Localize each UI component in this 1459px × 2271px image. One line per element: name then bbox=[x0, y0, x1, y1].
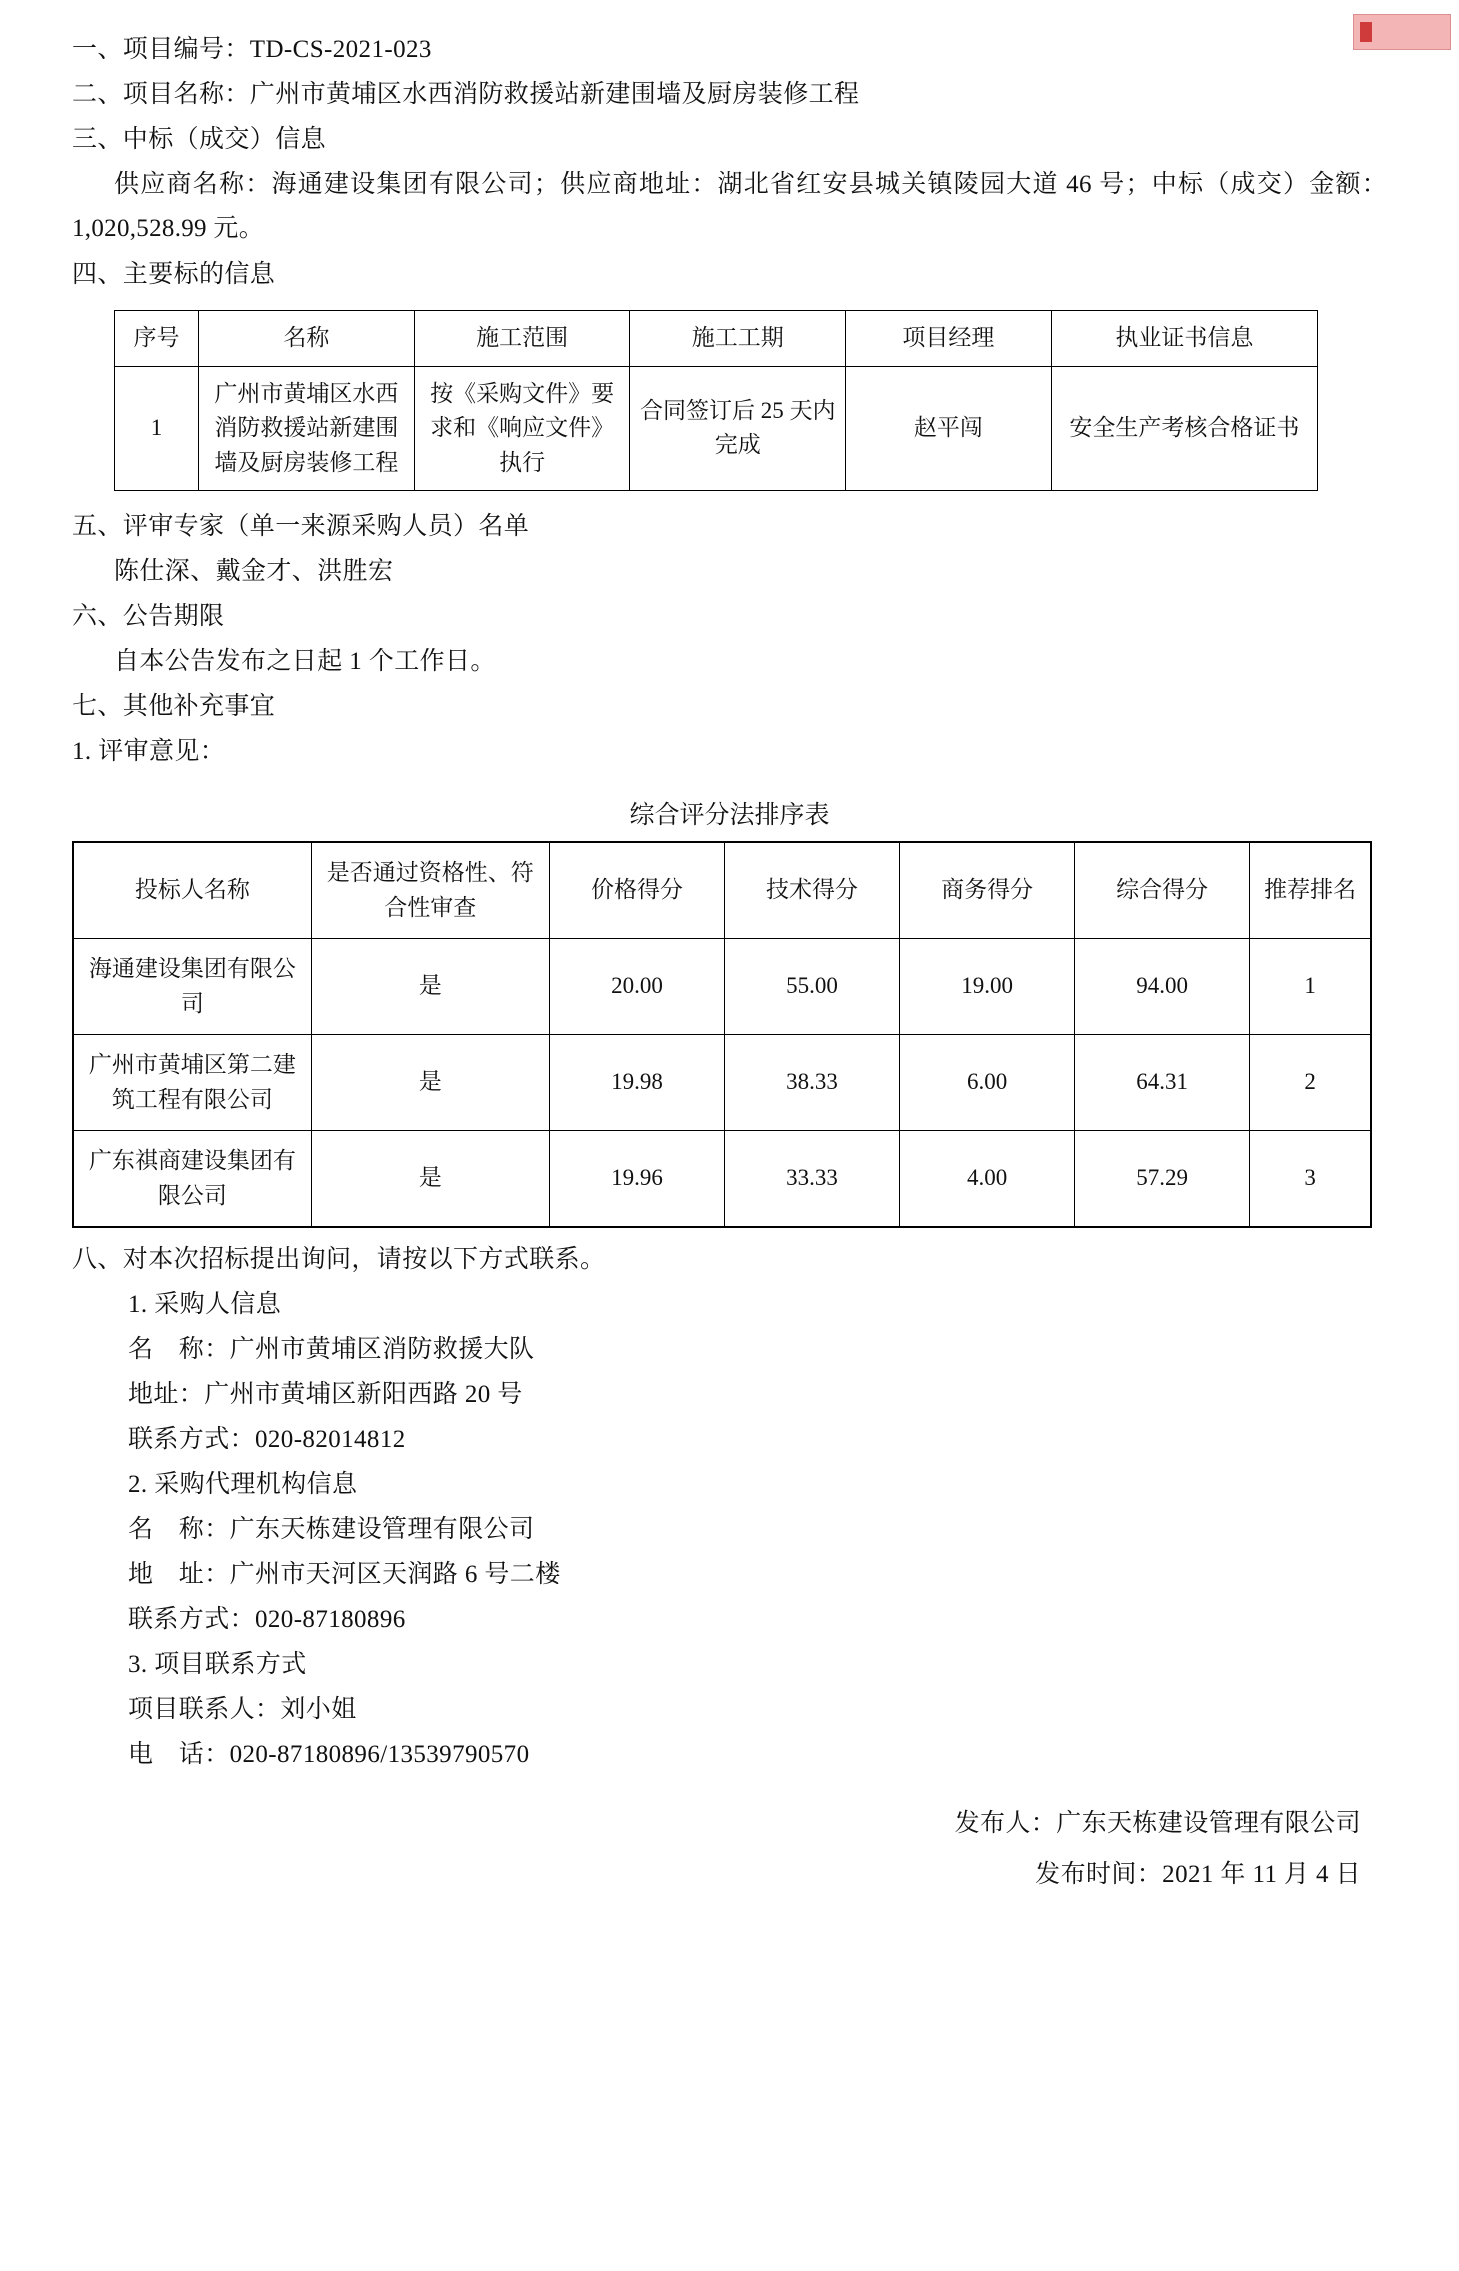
purchaser-address: 地址：广州市黄埔区新阳西路 20 号 bbox=[128, 1381, 523, 1408]
td-business-score: 4.00 bbox=[900, 1131, 1075, 1228]
th-duration: 施工工期 bbox=[630, 311, 846, 367]
purchaser-name: 名 称：广州市黄埔区消防救援大队 bbox=[128, 1336, 535, 1363]
td-tech-score: 55.00 bbox=[724, 939, 899, 1035]
th-bidder: 投标人名称 bbox=[73, 842, 311, 939]
td-price-score: 19.98 bbox=[549, 1035, 724, 1131]
section-project-name: 二、项目名称：广州市黄埔区水西消防救援站新建围墙及厨房装修工程 bbox=[72, 81, 860, 108]
project-contact-person: 项目联系人：刘小姐 bbox=[128, 1696, 357, 1723]
th-manager: 项目经理 bbox=[846, 311, 1052, 367]
table-row bbox=[73, 1131, 1371, 1228]
th-price-score: 价格得分 bbox=[549, 842, 724, 939]
section-experts-body: 陈仕深、戴金才、洪胜宏 bbox=[114, 558, 394, 585]
td-manager: 赵平闯 bbox=[846, 366, 1052, 491]
project-contact-title: 3. 项目联系方式 bbox=[128, 1651, 307, 1678]
th-name: 名称 bbox=[199, 311, 415, 367]
td-bidder: 广州市黄埔区第二建筑工程有限公司 bbox=[73, 1035, 311, 1131]
td-rank: 3 bbox=[1250, 1131, 1371, 1228]
agency-address: 地 址：广州市天河区天润路 6 号二楼 bbox=[128, 1561, 561, 1588]
agency-name: 名 称：广东天栋建设管理有限公司 bbox=[128, 1516, 535, 1543]
th-qualified: 是否通过资格性、符合性审查 bbox=[311, 842, 549, 939]
th-no: 序号 bbox=[115, 311, 199, 367]
section-review-opinion: 1. 评审意见： bbox=[72, 738, 226, 765]
td-qualified: 是 bbox=[311, 1131, 549, 1228]
th-cert: 执业证书信息 bbox=[1051, 311, 1317, 367]
td-bidder: 广东祺商建设集团有限公司 bbox=[73, 1131, 311, 1228]
td-qualified: 是 bbox=[311, 1035, 549, 1131]
section-contact-title: 八、对本次招标提出询问，请按以下方式联系。 bbox=[72, 1246, 606, 1273]
section-award-body: 供应商名称：海通建设集团有限公司；供应商地址：湖北省红安县城关镇陵园大道 46 号；中标（成交）金额：1,020,528.99 元。 bbox=[72, 171, 1387, 242]
section-project-number: 一、项目编号：TD-CS-2021-023 bbox=[72, 36, 432, 63]
td-tech-score: 33.33 bbox=[724, 1131, 899, 1228]
purchaser-info-title: 1. 采购人信息 bbox=[128, 1291, 282, 1318]
section-main-subject-title: 四、主要标的信息 bbox=[72, 261, 276, 288]
td-cert: 安全生产考核合格证书 bbox=[1051, 366, 1317, 491]
td-business-score: 19.00 bbox=[900, 939, 1075, 1035]
publish-time: 发布时间：2021 年 11 月 4 日 bbox=[1035, 1861, 1361, 1888]
table-row bbox=[73, 939, 1371, 1035]
section-experts-title: 五、评审专家（单一来源采购人员）名单 bbox=[72, 513, 530, 540]
td-rank: 2 bbox=[1250, 1035, 1371, 1131]
publisher: 发布人：广东天栋建设管理有限公司 bbox=[954, 1810, 1361, 1837]
table-header-row bbox=[115, 311, 1318, 367]
td-scope: 按《采购文件》要求和《响应文件》执行 bbox=[414, 366, 630, 491]
table-row bbox=[73, 1035, 1371, 1131]
td-total-score: 94.00 bbox=[1075, 939, 1250, 1035]
td-total-score: 57.29 bbox=[1075, 1131, 1250, 1228]
td-tech-score: 38.33 bbox=[724, 1035, 899, 1131]
red-seal-icon bbox=[1353, 14, 1451, 50]
th-rank: 推荐排名 bbox=[1250, 842, 1371, 939]
td-name: 广州市黄埔区水西消防救援站新建围墙及厨房装修工程 bbox=[199, 366, 415, 491]
th-scope: 施工范围 bbox=[414, 311, 630, 367]
score-table-title: 综合评分法排序表 bbox=[629, 802, 830, 829]
td-qualified: 是 bbox=[311, 939, 549, 1035]
th-business-score: 商务得分 bbox=[900, 842, 1075, 939]
section-notice-period-body: 自本公告发布之日起 1 个工作日。 bbox=[114, 648, 496, 675]
agency-info-title: 2. 采购代理机构信息 bbox=[128, 1471, 358, 1498]
seal-mark-icon bbox=[1360, 22, 1372, 42]
purchaser-tel: 联系方式：020-82014812 bbox=[128, 1426, 406, 1453]
table-row bbox=[115, 366, 1318, 491]
td-duration: 合同签订后 25 天内完成 bbox=[630, 366, 846, 491]
th-tech-score: 技术得分 bbox=[724, 842, 899, 939]
section-award-title: 三、中标（成交）信息 bbox=[72, 126, 327, 153]
table-header-row bbox=[73, 842, 1371, 939]
td-business-score: 6.00 bbox=[900, 1035, 1075, 1131]
td-price-score: 19.96 bbox=[549, 1131, 724, 1228]
agency-tel: 联系方式：020-87180896 bbox=[128, 1606, 406, 1633]
td-total-score: 64.31 bbox=[1075, 1035, 1250, 1131]
td-price-score: 20.00 bbox=[549, 939, 724, 1035]
score-ranking-table bbox=[72, 841, 1372, 1228]
td-rank: 1 bbox=[1250, 939, 1371, 1035]
th-total-score: 综合得分 bbox=[1075, 842, 1250, 939]
project-contact-tel: 电 话：020-87180896/13539790570 bbox=[128, 1741, 530, 1768]
main-subject-table bbox=[114, 310, 1318, 491]
section-other-title: 七、其他补充事宜 bbox=[72, 693, 276, 720]
document-footer bbox=[72, 1802, 1387, 1896]
section-notice-period-title: 六、公告期限 bbox=[72, 603, 225, 630]
td-bidder: 海通建设集团有限公司 bbox=[73, 939, 311, 1035]
td-no: 1 bbox=[115, 366, 199, 491]
